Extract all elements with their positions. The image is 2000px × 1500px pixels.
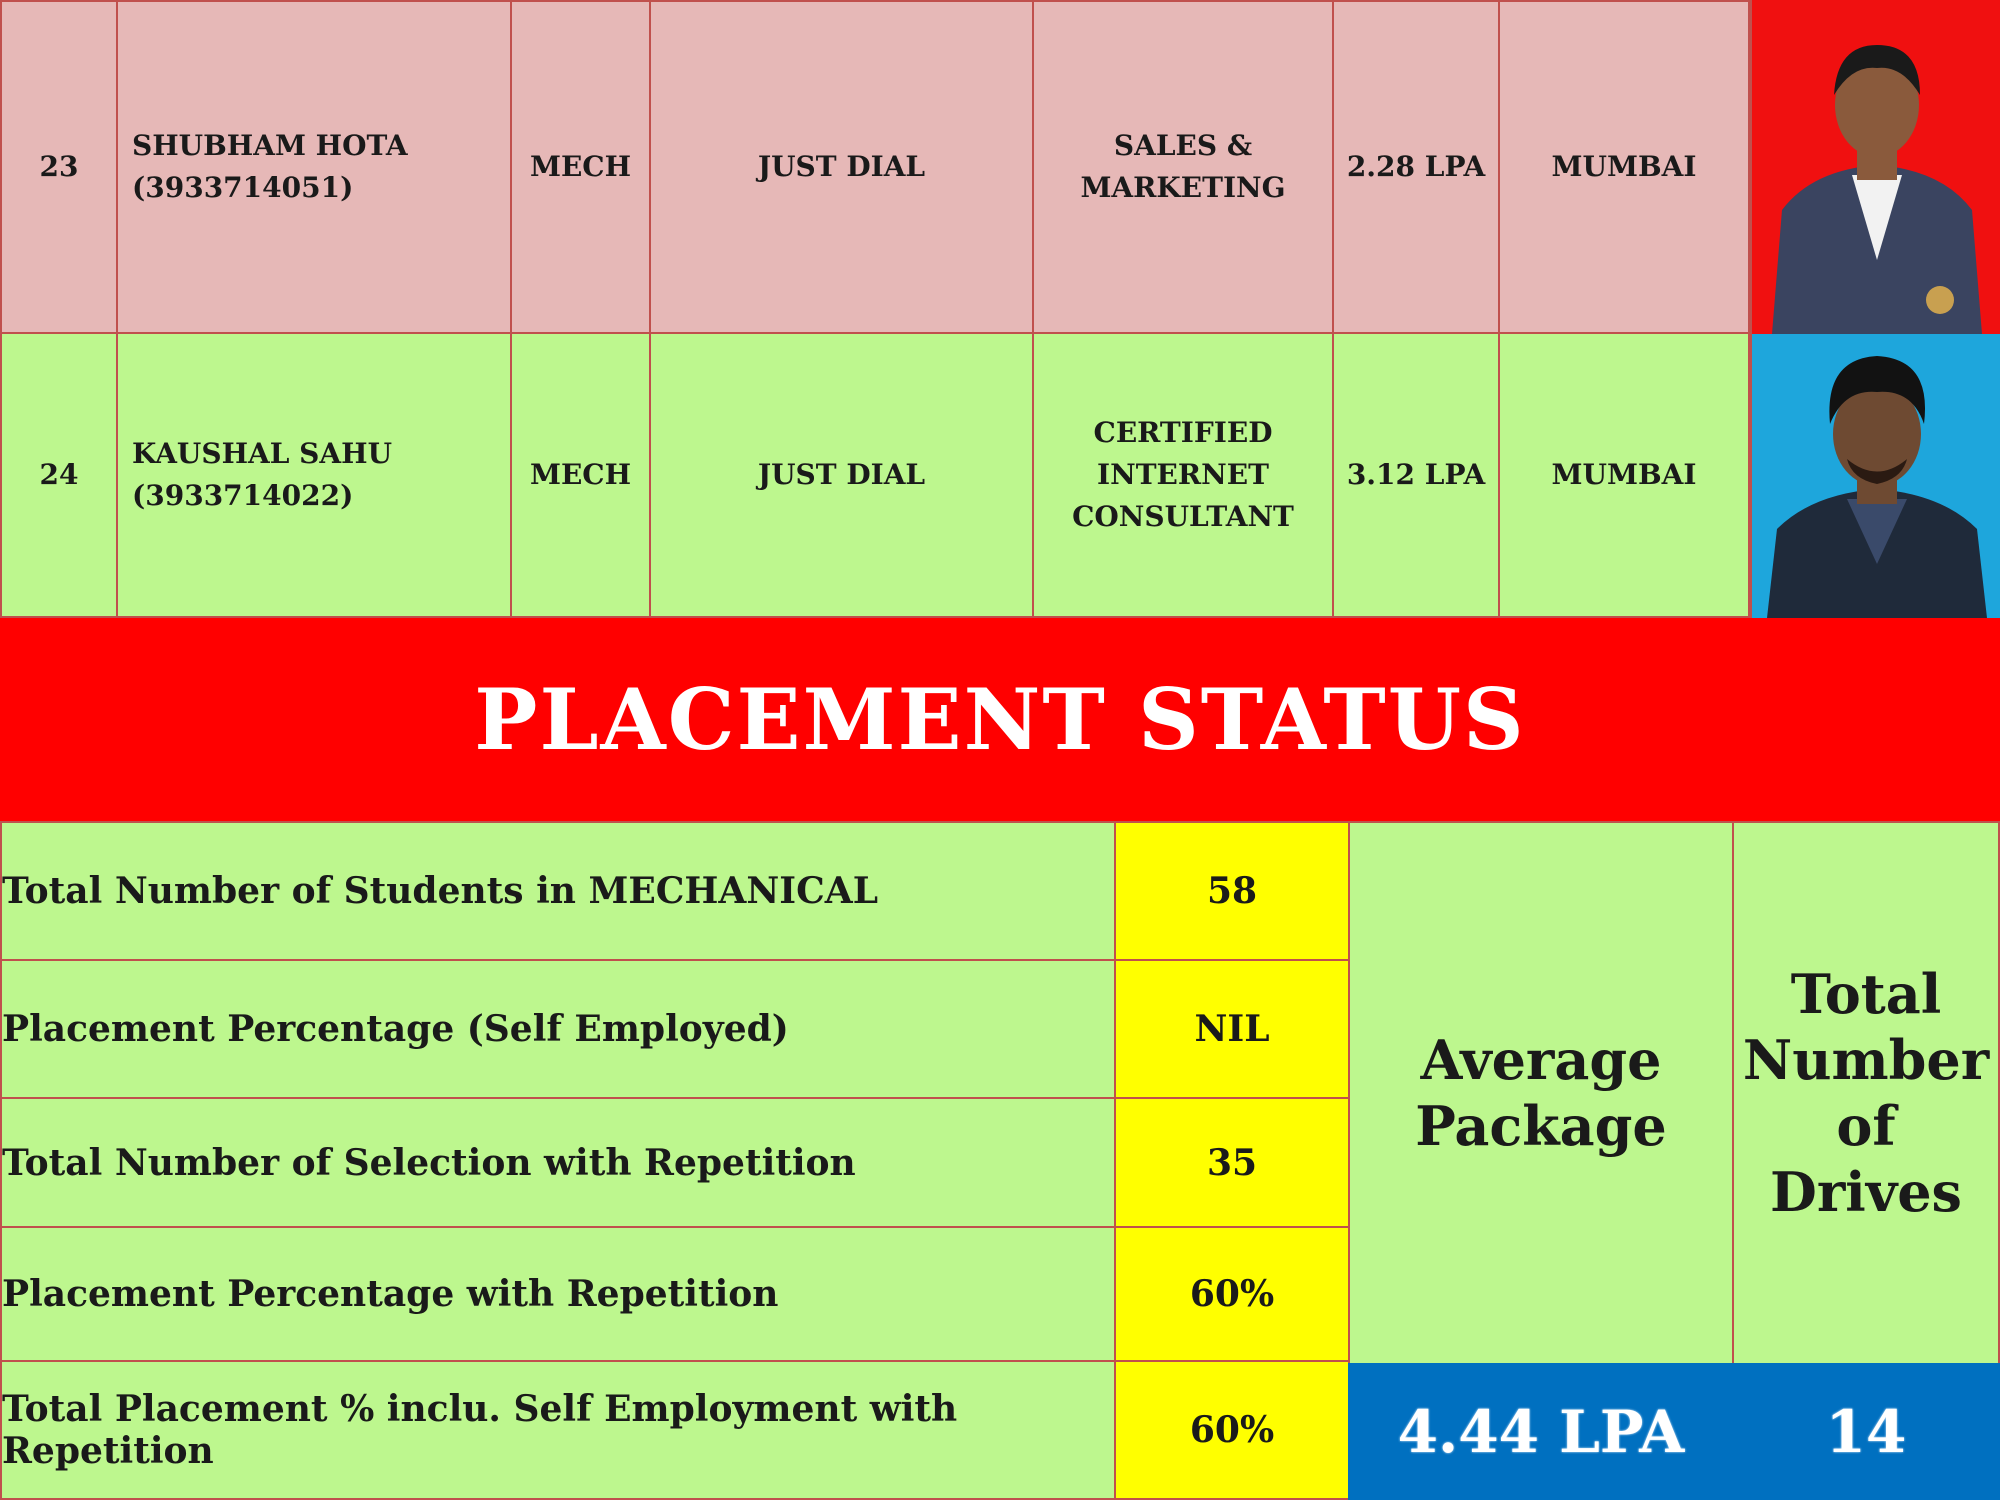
branch: MECH — [510, 332, 651, 618]
status-value: 60% — [1114, 1360, 1350, 1500]
status-value: 35 — [1114, 1097, 1350, 1228]
status-value: 58 — [1114, 821, 1350, 961]
student-photo — [1750, 0, 2000, 334]
status-label: Total Placement % inclu. Self Employment with Repetition — [0, 1360, 1116, 1500]
placement-status-banner — [0, 618, 2000, 821]
status-label: Total Number of Students in MECHANICAL — [0, 821, 1116, 961]
status-value: 60% — [1114, 1226, 1350, 1362]
status-label: Total Number of Selection with Repetition — [0, 1097, 1116, 1228]
student-name: KAUSHAL SAHU (3933714022) — [116, 332, 512, 618]
branch: MECH — [510, 0, 651, 334]
student-photo — [1750, 334, 2000, 618]
person-silhouette-icon — [1752, 334, 2000, 618]
package: 3.12 LPA — [1332, 332, 1500, 618]
total-drives-value: 14 — [1732, 1363, 2000, 1500]
total-drives-header: Total Number of Drives — [1732, 821, 2000, 1365]
person-silhouette-icon — [1752, 0, 2000, 334]
job-role: SALES & MARKETING — [1032, 0, 1334, 334]
banner-title: PLACEMENT STATUS — [474, 670, 1526, 769]
package: 2.28 LPA — [1332, 0, 1500, 334]
serial-number: 24 — [0, 332, 118, 618]
location: MUMBAI — [1498, 332, 1750, 618]
status-label: Placement Percentage with Repetition — [0, 1226, 1116, 1362]
serial-number: 23 — [0, 0, 118, 334]
average-package-value: 4.44 LPA — [1348, 1363, 1734, 1500]
job-role: CERTIFIED INTERNET CONSULTANT — [1032, 332, 1334, 618]
status-label: Placement Percentage (Self Employed) — [0, 959, 1116, 1099]
company: JUST DIAL — [649, 332, 1034, 618]
status-value: NIL — [1114, 959, 1350, 1099]
location: MUMBAI — [1498, 0, 1750, 334]
company: JUST DIAL — [649, 0, 1034, 334]
average-package-header: Average Package — [1348, 821, 1734, 1365]
student-name: SHUBHAM HOTA (3933714051) — [116, 0, 512, 334]
